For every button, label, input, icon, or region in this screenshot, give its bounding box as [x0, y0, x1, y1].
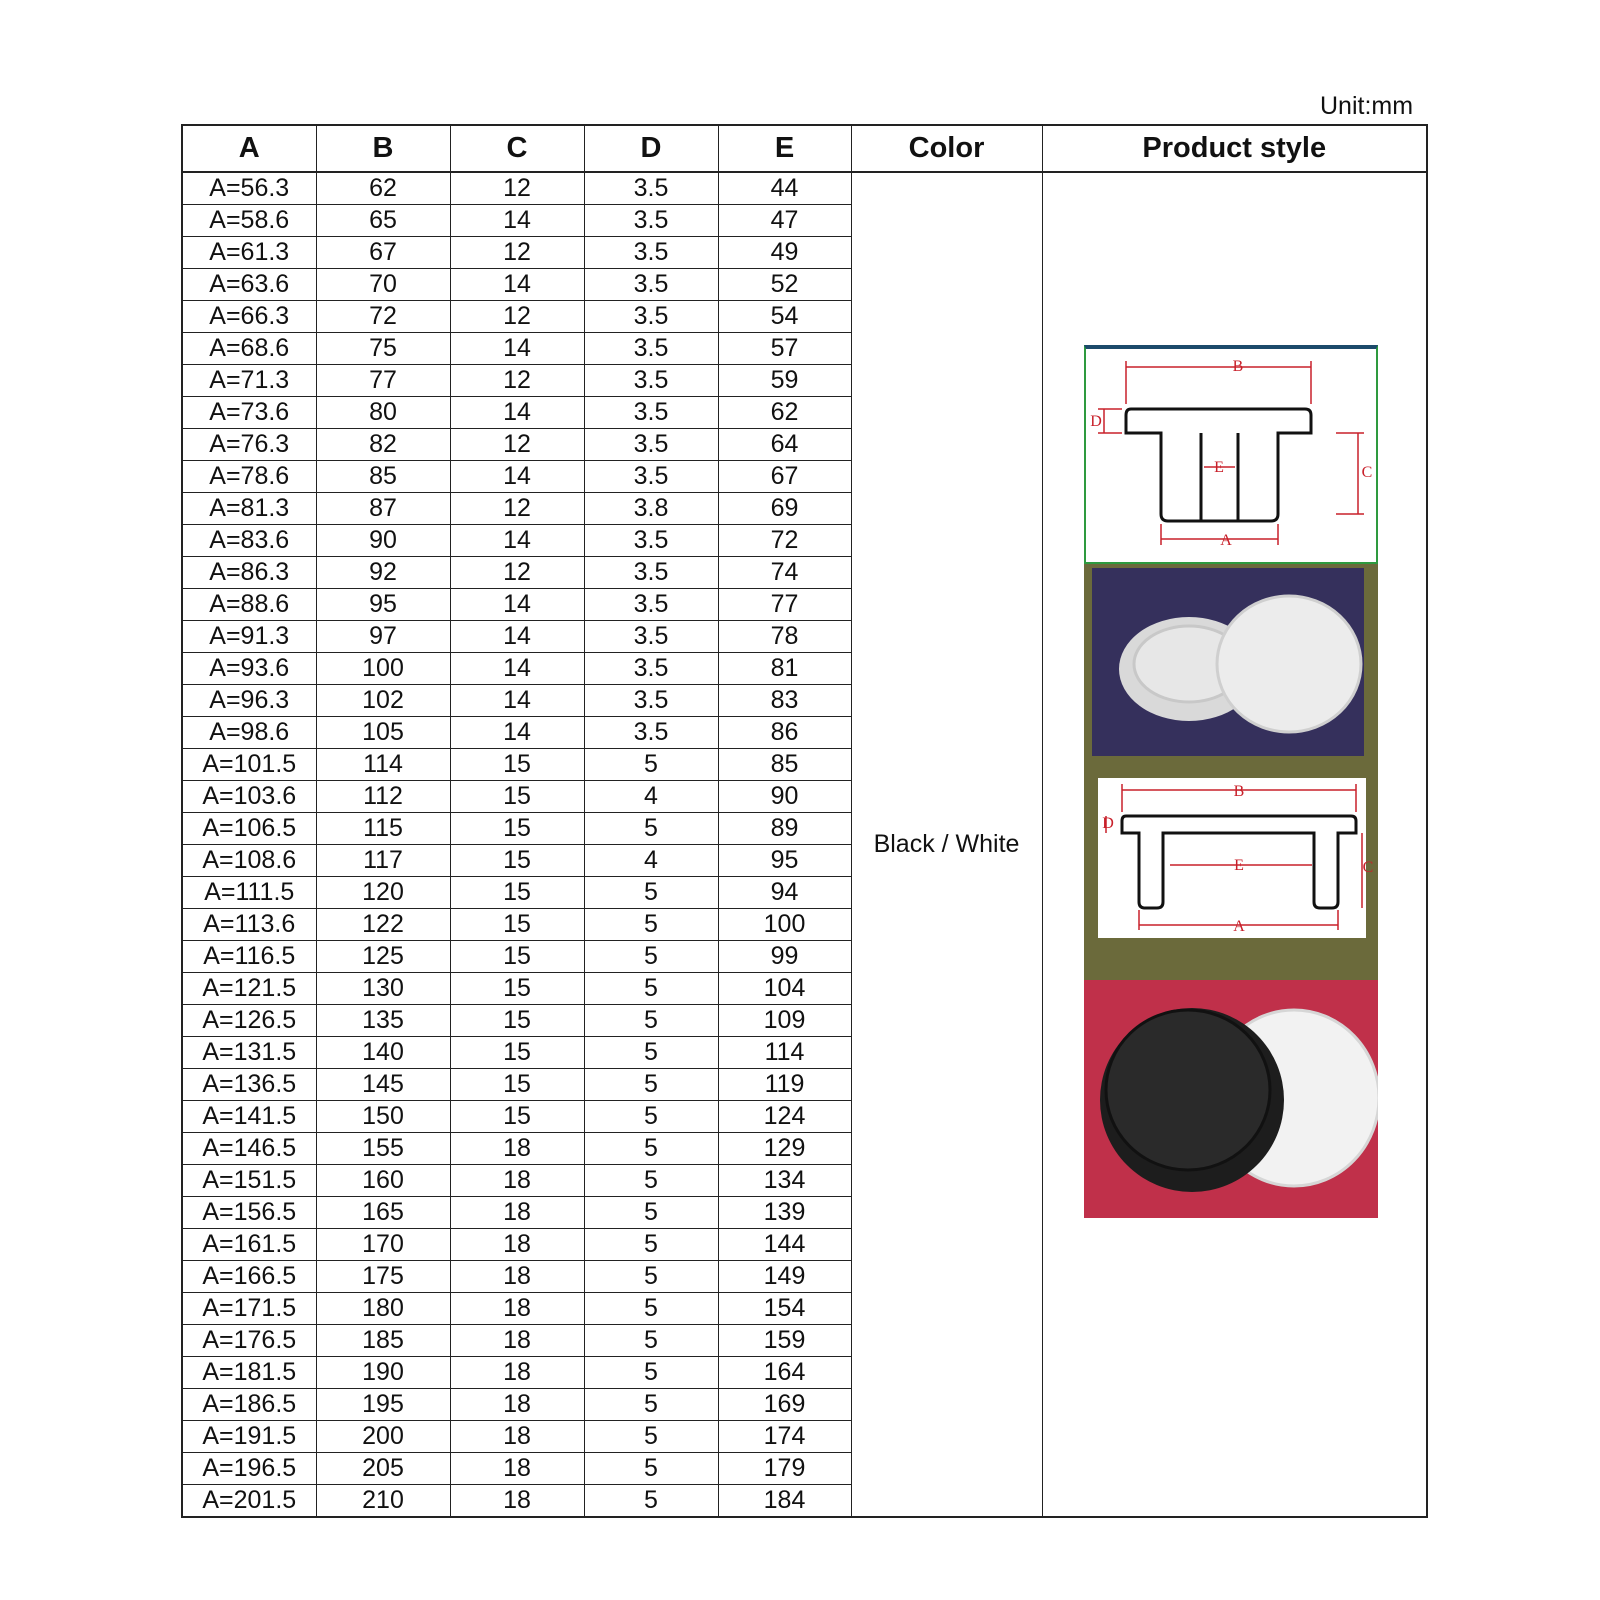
cell-c: 15 — [450, 813, 584, 845]
cell-e: 90 — [718, 781, 851, 813]
cell-e: 54 — [718, 301, 851, 333]
cell-e: 179 — [718, 1453, 851, 1485]
label-d-2: D — [1101, 815, 1114, 832]
cell-b: 180 — [316, 1293, 450, 1325]
cell-e: 94 — [718, 877, 851, 909]
cell-d: 5 — [584, 813, 718, 845]
cell-d: 5 — [584, 941, 718, 973]
cell-d: 5 — [584, 1165, 718, 1197]
cell-b: 112 — [316, 781, 450, 813]
cell-d: 5 — [584, 749, 718, 781]
cell-b: 205 — [316, 1453, 450, 1485]
header-color: Color — [851, 125, 1042, 172]
cell-d: 3.5 — [584, 525, 718, 557]
cell-a: A=86.3 — [182, 557, 316, 589]
cross-section-diagram-1 — [1086, 349, 1376, 562]
table-body — [182, 172, 1427, 1517]
cell-b: 70 — [316, 269, 450, 301]
cell-b: 102 — [316, 685, 450, 717]
cross-section-drawing-2-panel — [1084, 760, 1378, 980]
cell-d: 4 — [584, 845, 718, 877]
cell-b: 67 — [316, 237, 450, 269]
cell-b: 120 — [316, 877, 450, 909]
cell-d: 3.5 — [584, 589, 718, 621]
cell-e: 104 — [718, 973, 851, 1005]
cell-d: 3.5 — [584, 237, 718, 269]
cell-b: 97 — [316, 621, 450, 653]
cross-section-diagram-2 — [1084, 760, 1378, 980]
cell-e: 57 — [718, 333, 851, 365]
cell-c: 15 — [450, 909, 584, 941]
cell-c: 18 — [450, 1453, 584, 1485]
cell-e: 72 — [718, 525, 851, 557]
table-row — [182, 172, 1427, 205]
cell-a: A=151.5 — [182, 1165, 316, 1197]
cell-d: 3.5 — [584, 333, 718, 365]
cell-c: 14 — [450, 717, 584, 749]
cell-c: 18 — [450, 1133, 584, 1165]
cell-c: 14 — [450, 333, 584, 365]
cell-c: 18 — [450, 1197, 584, 1229]
cell-b: 77 — [316, 365, 450, 397]
cell-b: 65 — [316, 205, 450, 237]
cell-d: 5 — [584, 1197, 718, 1229]
cell-a: A=78.6 — [182, 461, 316, 493]
label-a-2: A — [1232, 918, 1245, 935]
cell-a: A=63.6 — [182, 269, 316, 301]
cell-e: 164 — [718, 1357, 851, 1389]
cell-c: 18 — [450, 1261, 584, 1293]
cell-c: 15 — [450, 781, 584, 813]
header-a: A — [182, 125, 316, 172]
cell-c: 18 — [450, 1389, 584, 1421]
cell-b: 140 — [316, 1037, 450, 1069]
cell-b: 160 — [316, 1165, 450, 1197]
unit-label: Unit:mm — [1320, 92, 1414, 120]
cell-e: 184 — [718, 1485, 851, 1518]
cell-c: 18 — [450, 1325, 584, 1357]
cross-section-drawing-1 — [1084, 345, 1378, 564]
cell-b: 155 — [316, 1133, 450, 1165]
white-cap-photo — [1084, 564, 1378, 760]
cell-d: 5 — [584, 877, 718, 909]
cell-e: 99 — [718, 941, 851, 973]
cell-d: 5 — [584, 1453, 718, 1485]
cell-b: 105 — [316, 717, 450, 749]
cell-d: 5 — [584, 1357, 718, 1389]
cell-c: 18 — [450, 1421, 584, 1453]
cell-c: 15 — [450, 1005, 584, 1037]
cell-e: 109 — [718, 1005, 851, 1037]
cell-d: 5 — [584, 1069, 718, 1101]
cell-a: A=88.6 — [182, 589, 316, 621]
cell-d: 3.5 — [584, 429, 718, 461]
cell-a: A=56.3 — [182, 172, 316, 205]
cell-d: 5 — [584, 1101, 718, 1133]
header-e: E — [718, 125, 851, 172]
cell-a: A=181.5 — [182, 1357, 316, 1389]
cell-b: 72 — [316, 301, 450, 333]
cell-a: A=146.5 — [182, 1133, 316, 1165]
label-a: A — [1219, 532, 1232, 549]
cell-d: 3.8 — [584, 493, 718, 525]
cell-a: A=101.5 — [182, 749, 316, 781]
cell-d: 5 — [584, 1133, 718, 1165]
cell-d: 4 — [584, 781, 718, 813]
cell-e: 89 — [718, 813, 851, 845]
cell-b: 82 — [316, 429, 450, 461]
cell-e: 85 — [718, 749, 851, 781]
cell-b: 190 — [316, 1357, 450, 1389]
cell-b: 62 — [316, 172, 450, 205]
cell-a: A=68.6 — [182, 333, 316, 365]
cell-d: 3.5 — [584, 365, 718, 397]
cell-e: 154 — [718, 1293, 851, 1325]
cell-c: 14 — [450, 525, 584, 557]
cell-b: 210 — [316, 1485, 450, 1518]
cell-a: A=141.5 — [182, 1101, 316, 1133]
cell-b: 114 — [316, 749, 450, 781]
cell-c: 14 — [450, 653, 584, 685]
cell-d: 3.5 — [584, 301, 718, 333]
cell-c: 12 — [450, 172, 584, 205]
cell-a: A=66.3 — [182, 301, 316, 333]
cell-c: 15 — [450, 877, 584, 909]
cell-d: 5 — [584, 1005, 718, 1037]
cell-b: 80 — [316, 397, 450, 429]
cell-a: A=136.5 — [182, 1069, 316, 1101]
cell-c: 18 — [450, 1165, 584, 1197]
cell-e: 49 — [718, 237, 851, 269]
label-e: E — [1213, 459, 1224, 476]
cell-a: A=166.5 — [182, 1261, 316, 1293]
color-cell: Black / White — [851, 172, 1042, 1517]
label-b: B — [1232, 358, 1243, 375]
cell-a: A=201.5 — [182, 1485, 316, 1518]
cell-d: 5 — [584, 1389, 718, 1421]
cell-b: 122 — [316, 909, 450, 941]
cell-c: 15 — [450, 1037, 584, 1069]
cell-d: 5 — [584, 973, 718, 1005]
cell-b: 87 — [316, 493, 450, 525]
cell-c: 12 — [450, 301, 584, 333]
cell-e: 86 — [718, 717, 851, 749]
cell-c: 18 — [450, 1293, 584, 1325]
cell-c: 14 — [450, 461, 584, 493]
cell-e: 74 — [718, 557, 851, 589]
cell-c: 14 — [450, 685, 584, 717]
cell-e: 95 — [718, 845, 851, 877]
cell-a: A=121.5 — [182, 973, 316, 1005]
header-row — [182, 125, 1427, 172]
cell-d: 5 — [584, 1037, 718, 1069]
cell-b: 135 — [316, 1005, 450, 1037]
cell-e: 67 — [718, 461, 851, 493]
cell-e: 69 — [718, 493, 851, 525]
cell-c: 15 — [450, 845, 584, 877]
cell-a: A=111.5 — [182, 877, 316, 909]
cell-e: 62 — [718, 397, 851, 429]
product-images — [1084, 345, 1378, 1218]
cell-b: 130 — [316, 973, 450, 1005]
cell-e: 159 — [718, 1325, 851, 1357]
cell-a: A=161.5 — [182, 1229, 316, 1261]
cell-b: 165 — [316, 1197, 450, 1229]
cell-a: A=98.6 — [182, 717, 316, 749]
cell-a: A=176.5 — [182, 1325, 316, 1357]
cell-c: 12 — [450, 365, 584, 397]
cell-e: 169 — [718, 1389, 851, 1421]
cell-c: 12 — [450, 429, 584, 461]
cell-a: A=113.6 — [182, 909, 316, 941]
cell-b: 92 — [316, 557, 450, 589]
cell-d: 3.5 — [584, 461, 718, 493]
cell-a: A=106.5 — [182, 813, 316, 845]
cell-c: 15 — [450, 749, 584, 781]
cell-d: 5 — [584, 1485, 718, 1518]
cell-b: 175 — [316, 1261, 450, 1293]
header-product-style: Product style — [1042, 125, 1427, 172]
cell-e: 59 — [718, 365, 851, 397]
cell-a: A=108.6 — [182, 845, 316, 877]
header-c: C — [450, 125, 584, 172]
cell-c: 18 — [450, 1485, 584, 1518]
cell-a: A=58.6 — [182, 205, 316, 237]
cell-a: A=171.5 — [182, 1293, 316, 1325]
cell-e: 149 — [718, 1261, 851, 1293]
cell-d: 3.5 — [584, 621, 718, 653]
cell-e: 52 — [718, 269, 851, 301]
label-c-2: C — [1362, 859, 1373, 876]
cell-d: 5 — [584, 1421, 718, 1453]
cell-d: 3.5 — [584, 717, 718, 749]
header-d: D — [584, 125, 718, 172]
cell-b: 117 — [316, 845, 450, 877]
cell-c: 14 — [450, 589, 584, 621]
cell-e: 134 — [718, 1165, 851, 1197]
cell-d: 3.5 — [584, 653, 718, 685]
cell-b: 100 — [316, 653, 450, 685]
cell-a: A=131.5 — [182, 1037, 316, 1069]
black-white-cap-photo — [1084, 980, 1378, 1218]
cell-d: 5 — [584, 1293, 718, 1325]
spec-table — [181, 124, 1428, 1518]
cell-e: 78 — [718, 621, 851, 653]
cell-e: 83 — [718, 685, 851, 717]
cell-c: 14 — [450, 397, 584, 429]
cell-e: 64 — [718, 429, 851, 461]
cell-a: A=156.5 — [182, 1197, 316, 1229]
cell-d: 5 — [584, 1325, 718, 1357]
cell-b: 95 — [316, 589, 450, 621]
cell-d: 3.5 — [584, 397, 718, 429]
cell-e: 129 — [718, 1133, 851, 1165]
cell-c: 15 — [450, 1069, 584, 1101]
cell-e: 47 — [718, 205, 851, 237]
cell-c: 15 — [450, 941, 584, 973]
cell-e: 144 — [718, 1229, 851, 1261]
label-b-2: B — [1233, 783, 1244, 800]
cell-a: A=91.3 — [182, 621, 316, 653]
cell-b: 185 — [316, 1325, 450, 1357]
cell-a: A=186.5 — [182, 1389, 316, 1421]
cell-b: 170 — [316, 1229, 450, 1261]
cell-a: A=61.3 — [182, 237, 316, 269]
cell-d: 3.5 — [584, 172, 718, 205]
cell-c: 18 — [450, 1229, 584, 1261]
cell-e: 174 — [718, 1421, 851, 1453]
cell-b: 85 — [316, 461, 450, 493]
cell-a: A=116.5 — [182, 941, 316, 973]
cell-a: A=126.5 — [182, 1005, 316, 1037]
cell-e: 44 — [718, 172, 851, 205]
cell-b: 195 — [316, 1389, 450, 1421]
cell-d: 5 — [584, 1229, 718, 1261]
cell-e: 139 — [718, 1197, 851, 1229]
cell-c: 12 — [450, 237, 584, 269]
header-b: B — [316, 125, 450, 172]
cell-b: 90 — [316, 525, 450, 557]
cell-c: 14 — [450, 269, 584, 301]
cell-e: 100 — [718, 909, 851, 941]
cell-c: 15 — [450, 1101, 584, 1133]
cell-d: 3.5 — [584, 269, 718, 301]
cell-b: 145 — [316, 1069, 450, 1101]
cell-d: 3.5 — [584, 557, 718, 589]
label-c: C — [1361, 464, 1372, 481]
cell-a: A=81.3 — [182, 493, 316, 525]
product-style-cell — [1042, 172, 1427, 1517]
cell-b: 115 — [316, 813, 450, 845]
cell-e: 81 — [718, 653, 851, 685]
cell-c: 18 — [450, 1357, 584, 1389]
cell-e: 114 — [718, 1037, 851, 1069]
cell-d: 5 — [584, 909, 718, 941]
cell-e: 119 — [718, 1069, 851, 1101]
cell-b: 150 — [316, 1101, 450, 1133]
cell-a: A=83.6 — [182, 525, 316, 557]
cell-a: A=93.6 — [182, 653, 316, 685]
cell-c: 12 — [450, 493, 584, 525]
cell-c: 12 — [450, 557, 584, 589]
cell-a: A=103.6 — [182, 781, 316, 813]
cell-e: 124 — [718, 1101, 851, 1133]
cell-a: A=191.5 — [182, 1421, 316, 1453]
cell-d: 3.5 — [584, 685, 718, 717]
cell-b: 125 — [316, 941, 450, 973]
label-d: D — [1089, 413, 1102, 430]
cell-a: A=196.5 — [182, 1453, 316, 1485]
cell-a: A=73.6 — [182, 397, 316, 429]
label-e-2: E — [1233, 857, 1244, 874]
cell-d: 3.5 — [584, 205, 718, 237]
cell-b: 200 — [316, 1421, 450, 1453]
cell-d: 5 — [584, 1261, 718, 1293]
cell-a: A=76.3 — [182, 429, 316, 461]
cell-a: A=71.3 — [182, 365, 316, 397]
cell-a: A=96.3 — [182, 685, 316, 717]
cell-c: 15 — [450, 973, 584, 1005]
cell-b: 75 — [316, 333, 450, 365]
cell-e: 77 — [718, 589, 851, 621]
cell-c: 14 — [450, 621, 584, 653]
cell-c: 14 — [450, 205, 584, 237]
